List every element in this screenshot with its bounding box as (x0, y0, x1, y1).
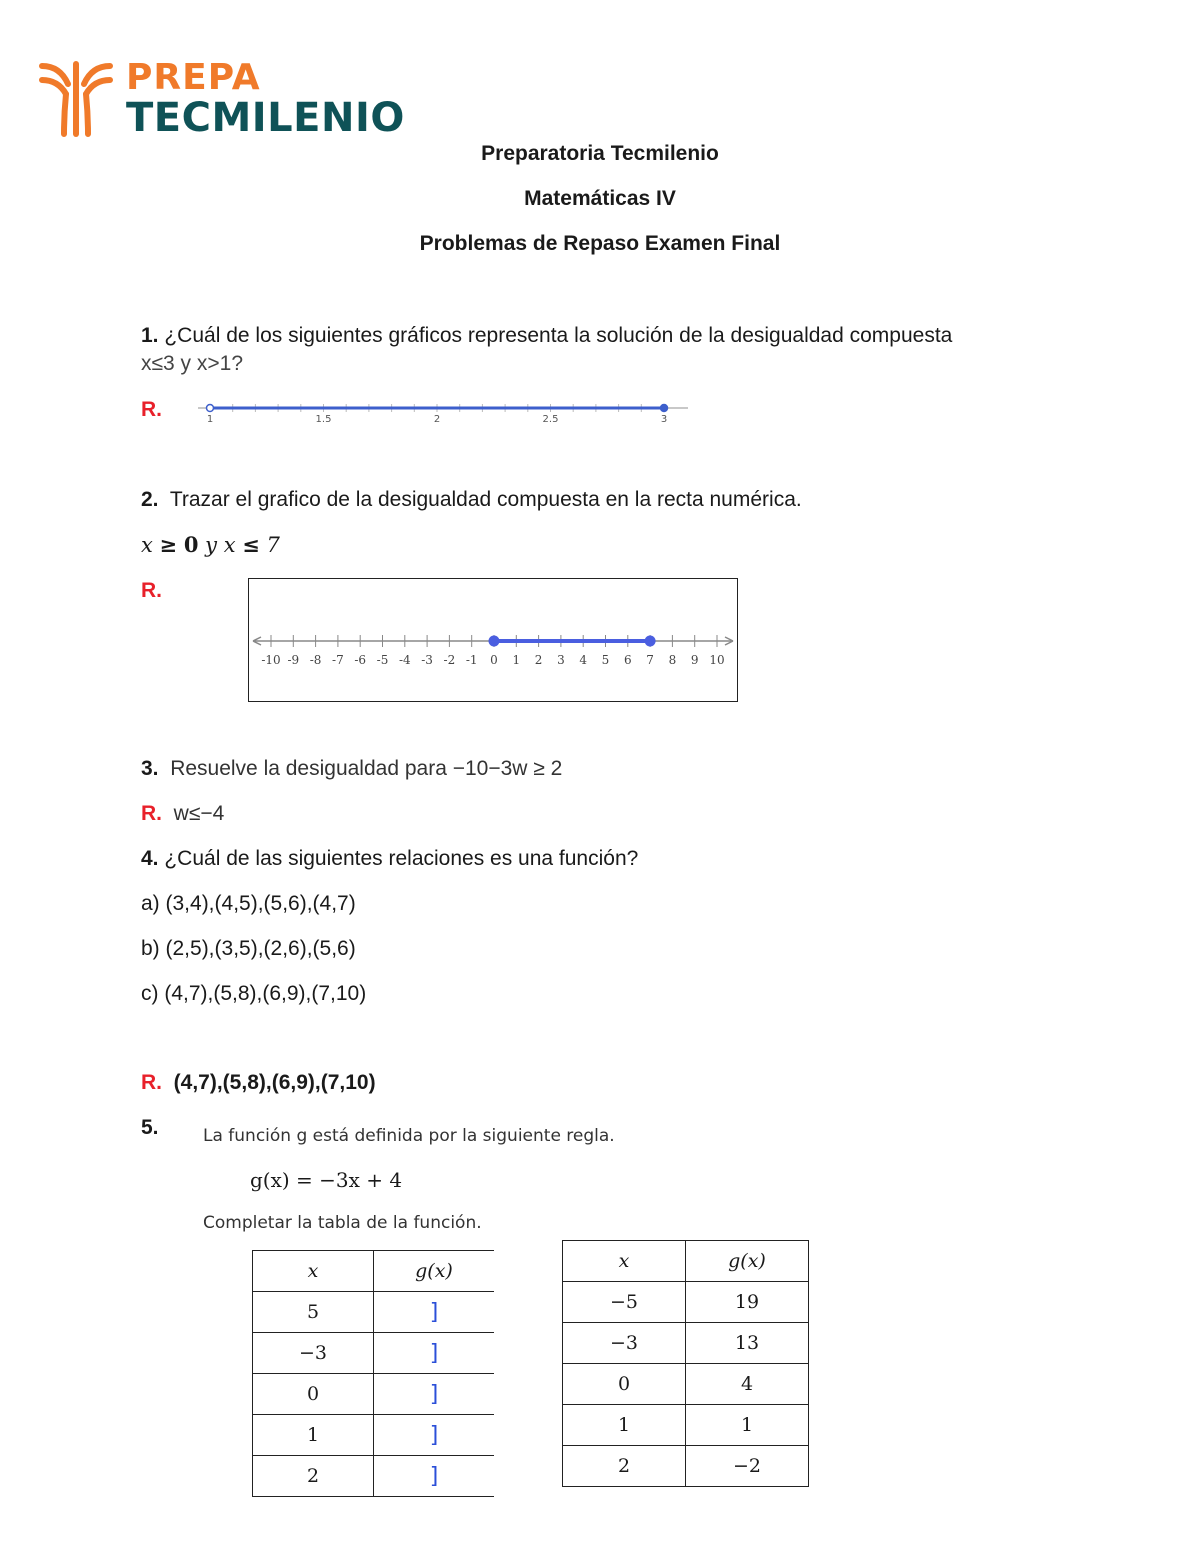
answer-blank: ] (374, 1292, 495, 1333)
q4-option-c: c) (4,7),(5,8),(6,9),(7,10) (141, 982, 367, 1005)
table-row (253, 1415, 495, 1456)
logo (38, 58, 408, 142)
q2-tick-label: -6 (354, 653, 367, 667)
q3-answer-value: w≤−4 (173, 802, 225, 825)
q5-blank-table (252, 1250, 494, 1497)
q2-math-op1: ≥ (159, 532, 178, 557)
q2-math-v1: 0 (183, 532, 199, 557)
table-row (563, 1241, 809, 1282)
q1-line1 (141, 322, 952, 350)
q2-math-x2: x (223, 533, 236, 557)
q1-tick-label: 1.5 (315, 414, 332, 425)
q2-tick-label: -9 (287, 653, 300, 667)
logo-mark-icon (38, 60, 114, 140)
g-cell: 4 (686, 1364, 809, 1405)
q2-tick-label: -10 (261, 653, 281, 667)
header-x: x (253, 1251, 374, 1292)
q4-text: ¿Cuál de las siguientes relaciones es una función? (164, 847, 639, 870)
table-row (253, 1374, 495, 1415)
x-cell: 0 (253, 1374, 374, 1415)
q2-math-x1: x (141, 533, 153, 557)
document-title: Problemas de Repaso Examen Final (419, 232, 781, 255)
x-cell: 1 (253, 1415, 374, 1456)
q2-math-y: y (205, 533, 218, 557)
q2-closed-endpoint-7 (645, 636, 656, 647)
q2-number-line (249, 579, 736, 700)
g-cell: −2 (686, 1446, 809, 1487)
q4-answer-value: (4,7),(5,8),(6,9),(7,10) (173, 1071, 376, 1094)
x-cell: 2 (253, 1456, 374, 1497)
answer-blank: ] (374, 1333, 495, 1374)
q2-tick-label: -3 (421, 653, 433, 667)
g-cell: 1 (686, 1405, 809, 1446)
q2-line (141, 486, 802, 514)
q1-text-line2: x≤3 y x>1? (141, 352, 243, 375)
q2-tick-label: -2 (443, 653, 456, 667)
q4-answer (141, 1069, 376, 1097)
q2-tick-label: -5 (376, 653, 389, 667)
x-cell: 5 (253, 1292, 374, 1333)
header-gx: g(x) (686, 1241, 809, 1282)
q4-option-a: a) (3,4),(4,5),(5,6),(4,7) (141, 892, 356, 915)
q2-tick-label: 2 (534, 653, 543, 667)
table-row (253, 1292, 495, 1333)
q4-answer-label: R. (141, 1071, 162, 1094)
q2-closed-endpoint-0 (489, 636, 500, 647)
q4-option-b: b) (2,5),(3,5),(2,6),(5,6) (141, 937, 356, 960)
table-row (253, 1251, 495, 1292)
x-cell: −5 (563, 1282, 686, 1323)
table-row (563, 1364, 809, 1405)
q1-closed-endpoint (661, 405, 668, 412)
q1-tick-label: 2.5 (542, 414, 559, 425)
q2-tick-label: 1 (512, 653, 521, 667)
q4-line (141, 845, 638, 873)
x-cell: −3 (563, 1323, 686, 1364)
logo-tecmilenio-text: TECMILENIO (126, 95, 405, 141)
q1-tick-label: 2 (433, 414, 441, 425)
q2-tick-label: 6 (623, 653, 632, 667)
q2-tick-label: 4 (579, 653, 588, 667)
q1-answer-label: R. (141, 398, 162, 421)
school-name: Preparatoria Tecmilenio (481, 142, 719, 165)
q4-number: 4. (141, 847, 159, 870)
g-cell: 13 (686, 1323, 809, 1364)
q3-text: Resuelve la desigualdad para −10−3w ≥ 2 (170, 757, 563, 780)
q3-number: 3. (141, 757, 159, 780)
q1-open-endpoint (207, 405, 214, 412)
q2-answer-box (248, 578, 738, 702)
answer-blank: ] (374, 1415, 495, 1456)
q2-tick-label: -7 (332, 653, 344, 667)
q2-text: Trazar el grafico de la desigualdad compuesta en la recta numérica. (169, 488, 802, 511)
table-row (253, 1456, 495, 1497)
table-row (563, 1282, 809, 1323)
q2-math-op2: ≤ (242, 532, 260, 557)
header-x: x (563, 1241, 686, 1282)
subject-name: Matemáticas IV (524, 187, 676, 210)
q2-answer-label: R. (141, 579, 162, 602)
q5-intro: La función g está definida por la siguiente regla. (203, 1126, 615, 1146)
q1-text-line1: ¿Cuál de los siguientes gráficos representa la solución de la desigualdad compuesta (164, 324, 953, 347)
q5-number: 5. (141, 1116, 159, 1139)
table-row (253, 1333, 495, 1374)
q2-math-v2: 7 (266, 533, 280, 557)
q3-line (141, 755, 562, 783)
q3-answer-label: R. (141, 802, 162, 825)
table-row (563, 1446, 809, 1487)
q2-math (141, 532, 280, 557)
q5-instruction: Completar la tabla de la función. (203, 1213, 482, 1233)
q2-tick-label: -1 (465, 653, 478, 667)
answer-blank: ] (374, 1456, 495, 1497)
q3-answer (141, 800, 224, 828)
x-cell: 1 (563, 1405, 686, 1446)
q2-tick-label: 7 (646, 653, 654, 667)
answer-blank: ] (374, 1374, 495, 1415)
g-cell: 19 (686, 1282, 809, 1323)
x-cell: 0 (563, 1364, 686, 1405)
table-row (563, 1323, 809, 1364)
header-gx: g(x) (374, 1251, 495, 1292)
logo-prepa-text: PREPA (126, 57, 261, 98)
q2-tick-label: -8 (309, 653, 322, 667)
q2-tick-label: 9 (690, 653, 699, 667)
q2-tick-label: 10 (709, 653, 725, 667)
q2-tick-label: 3 (557, 653, 565, 667)
table-row (563, 1405, 809, 1446)
x-cell: −3 (253, 1333, 374, 1374)
q1-tick-label: 1 (206, 414, 214, 425)
x-cell: 2 (563, 1446, 686, 1487)
q5-rule: g(x) = −3x + 4 (250, 1168, 403, 1192)
q2-tick-label: 8 (668, 653, 677, 667)
q5-answer-table (562, 1240, 809, 1487)
q2-tick-label: -4 (398, 653, 411, 667)
q1-number-line (198, 396, 693, 428)
q1-tick-label: 3 (660, 414, 668, 425)
q1-number: 1. (141, 324, 159, 347)
q2-tick-label: 0 (490, 653, 498, 667)
q2-number: 2. (141, 488, 159, 511)
q2-tick-label: 5 (601, 653, 610, 667)
